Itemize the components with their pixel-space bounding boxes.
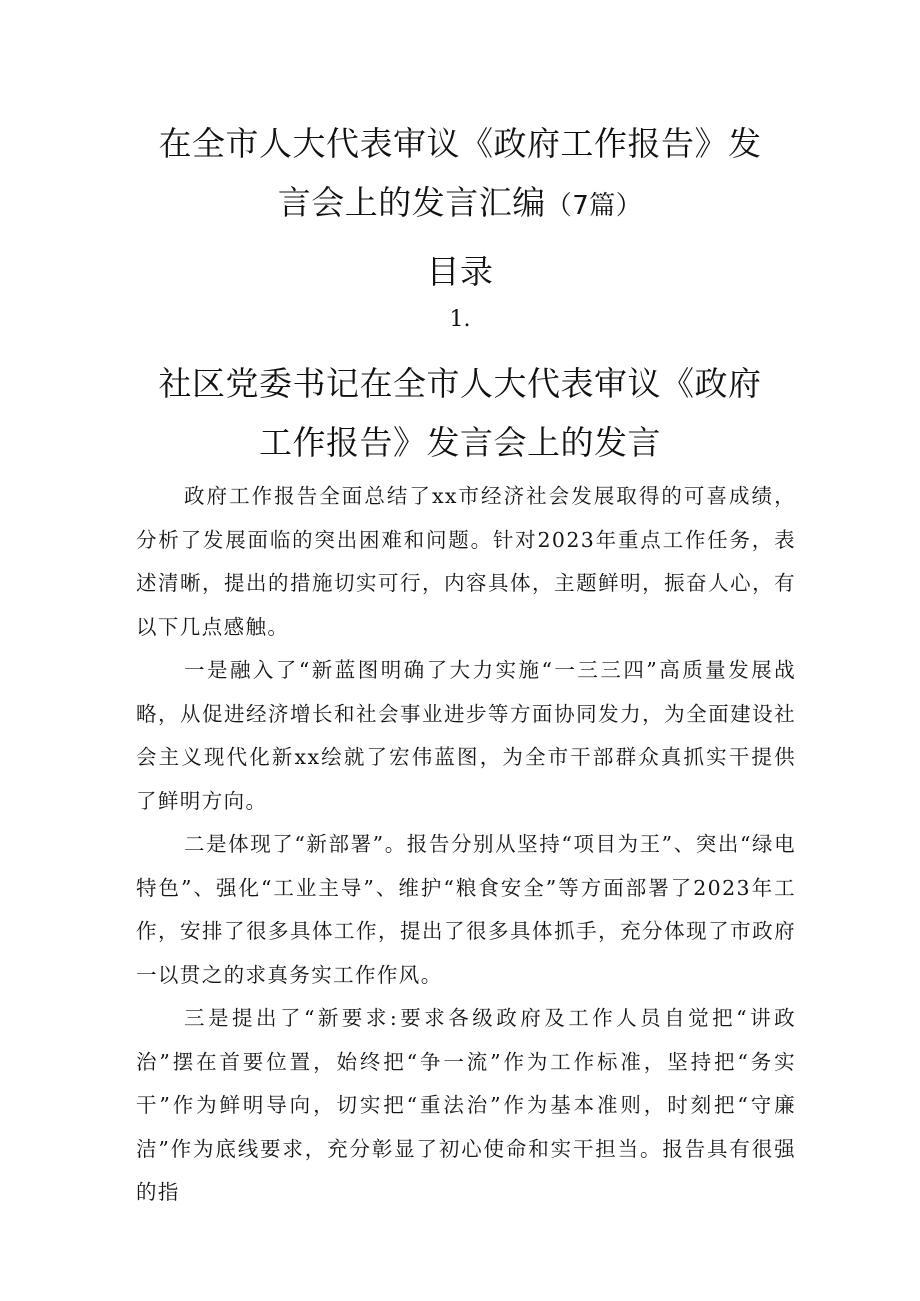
section-title-line2: 工作报告》发言会上的发言 [259,423,661,462]
body-text [136,475,796,1215]
paragraph-1: 政府工作报告全面总结了xx市经济社会发展取得的可喜成绩，分析了发展面临的突出困难和问题。针对2023年重点工作任务，表述清晰，提出的措施切实可行，内容具体，主题鲜明，振奋人心，有以下几点感触。 [136,484,796,639]
paragraph-3: 二是体现了“新部署”。报告分别从坚持“项目为王”、突出“绿电特色”、强化“工业主导”、维护“粮食安全”等方面部署了2023年工作，安排了很多具体工作，提出了很多具体抓手，充分体现了市政府一以贯之的求真务实工作作风。 [136,832,796,987]
main-title-line2 [0,183,920,226]
main-title-count: （7篇） [545,191,643,221]
section-title-line1: 社区党委书记在全市人大代表审议《政府 [158,364,762,403]
toc-heading: 目录 [426,252,494,291]
main-title-line2-text: 言会上的发言汇编 [277,183,546,222]
main-title-line1: 在全市人大代表审议《政府工作报告》发 [158,124,762,163]
paragraph-4: 三是提出了“新要求:要求各级政府及工作人员自觉把“讲政治”摆在首要位置，始终把“争一流”作为工作标准，坚持把“务实干”作为鲜明导向，切实把“重法治”作为基本准则，时刻把“守廉洁”作为底线要求，充分彰显了初心使命和实干担当。报告具有很强的指 [136,1006,796,1204]
toc-item-number: 1. [449,307,471,332]
paragraph-2: 一是融入了“新蓝图明确了大力实施“一三三四”高质量发展战略，从促进经济增长和社会事业进步等方面协同发力，为全面建设社会主义现代化新xx绘就了宏伟蓝图，为全市干部群众真抓实干提供了鲜明方向。 [136,658,796,813]
